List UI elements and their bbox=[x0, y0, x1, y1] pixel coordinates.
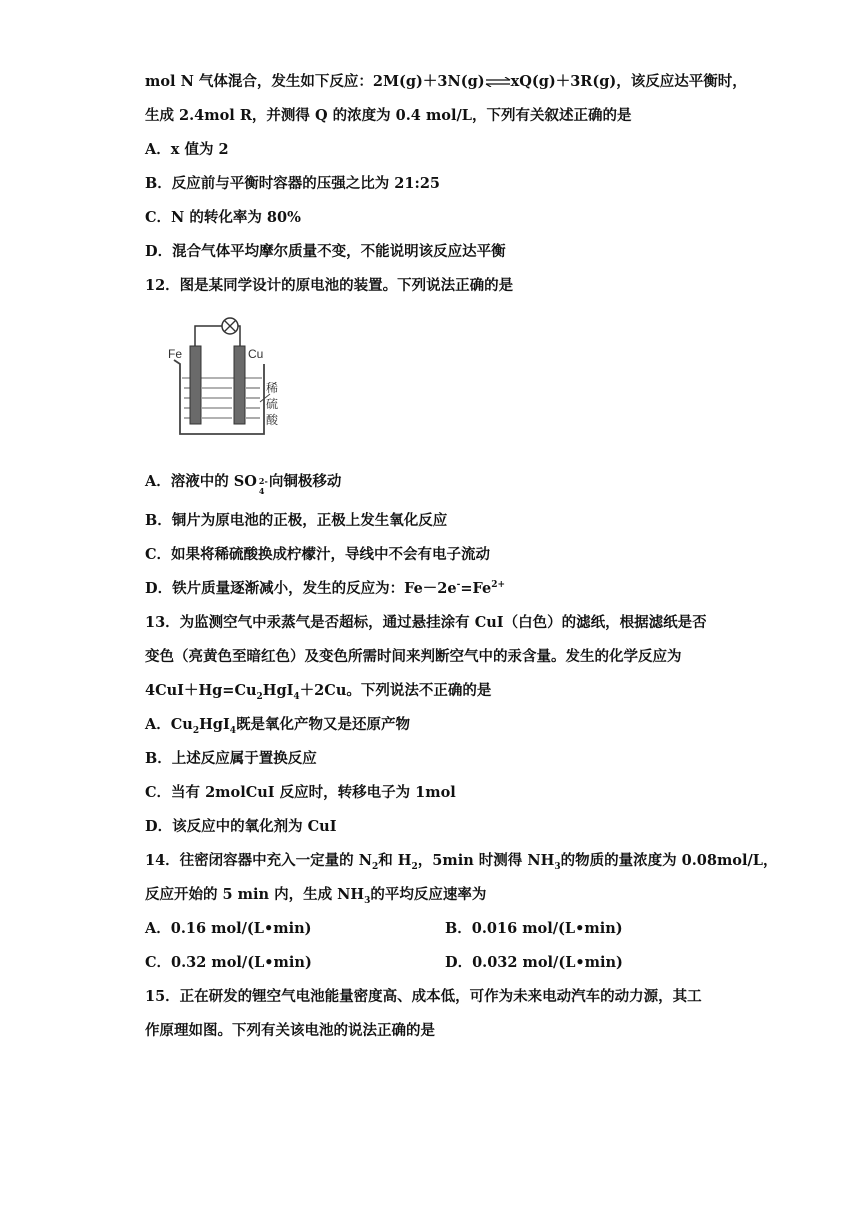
q15-stem-line1: 15．正在研发的锂空气电池能量密度高、成本低，可作为未来电动汽车的动力源，其工 bbox=[145, 988, 702, 1005]
q14-option-row1 bbox=[145, 919, 312, 939]
q14-option-d: D．0.032 mol/(L•min) bbox=[445, 954, 623, 971]
q13-option-b: B．上述反应属于置换反应 bbox=[145, 750, 317, 767]
wire-left bbox=[195, 326, 222, 346]
fe-electrode bbox=[190, 346, 201, 424]
q11-option-d: D．混合气体平均摩尔质量不变，不能说明该反应达平衡 bbox=[145, 243, 506, 260]
acid-label-1: 稀 bbox=[266, 381, 279, 395]
q14-option-a: A．0.16 mol/(L•min) bbox=[145, 920, 312, 937]
q14-option-b: B．0.016 mol/(L•min) bbox=[445, 920, 623, 937]
q11-option-b: B．反应前与平衡时容器的压强之比为 21:25 bbox=[145, 175, 441, 192]
wire-right bbox=[238, 326, 240, 346]
acid-label-2: 硫 bbox=[266, 397, 279, 411]
q14-stem-line2: 反应开始的 5 min 内，生成 $NH_3$的平均反应速率为 bbox=[145, 886, 487, 906]
beaker bbox=[174, 360, 264, 434]
acid-label-3: 酸 bbox=[266, 413, 279, 427]
q11-stem-line2: 生成 2.4mol R，并测得 Q 的浓度为 0.4 mol/L，下列有关叙述正确的是 bbox=[145, 107, 632, 124]
q12-option-c: C．如果将稀硫酸换成柠檬汁，导线中不会有电子流动 bbox=[145, 546, 491, 563]
q12-option-b: B．铜片为原电池的正极，正极上发生氧化反应 bbox=[145, 512, 448, 529]
q14-option-row2 bbox=[145, 953, 312, 973]
q12-option-a: A．溶液中的 SO 2- 4 向铜极移动 bbox=[145, 473, 342, 496]
q11-option-a: A．x 值为 2 bbox=[145, 141, 229, 158]
q11-option-c: C．N 的转化率为 80% bbox=[145, 209, 301, 226]
q13-option-d: D．该反应中的氧化剂为 CuI bbox=[145, 818, 337, 835]
q13-option-c: C．当有 2molCuI 反应时，转移电子为 1mol bbox=[145, 784, 456, 801]
cu-label: Cu bbox=[248, 347, 264, 361]
q15-stem-line2: 作原理如图。下列有关该电池的说法正确的是 bbox=[145, 1022, 435, 1039]
q13-stem-line2: 变色（亮黄色至暗红色）及变色所需时间来判断空气中的汞含量。发生的化学反应为 bbox=[145, 648, 682, 665]
q13-stem-line3: $4CuI+Hg=Cu_2HgI_4+2Cu$。下列说法不正确的是 bbox=[145, 682, 492, 702]
q14-stem-line1: 14．往密闭容器中充入一定量的 $N_2$和 $H_2$，5min 时测得 $NH_3$的物质的量浓度为 0.08mol/L， bbox=[145, 852, 778, 872]
fe-label: Fe bbox=[168, 347, 183, 361]
q13-option-a: A．$Cu_2HgI_4$既是氧化产物又是还原产物 bbox=[145, 716, 410, 736]
cu-electrode bbox=[234, 346, 245, 424]
equilibrium-arrow-icon bbox=[485, 77, 511, 87]
sulfate-charge: 2- 4 bbox=[258, 476, 268, 496]
q13-stem-line1: 13．为监测空气中汞蒸气是否超标，通过悬挂涂有 CuI（白色）的滤纸，根据滤纸是否 bbox=[145, 614, 707, 631]
lamp-icon bbox=[222, 318, 238, 334]
q12-option-d: D．铁片质量逐渐减小，发生的反应为：$Fe-2e^-=Fe^{2+}$ bbox=[145, 580, 506, 597]
q11-stem-line1: mol N 气体混合，发生如下反应：2M(g)＋3N(g) xQ(g)＋3R(g)，该反应达平衡时， bbox=[145, 73, 747, 90]
q12-stem: 12．图是某同学设计的原电池的装置。下列说法正确的是 bbox=[145, 277, 514, 294]
q14-option-c: C．0.32 mol/(L•min) bbox=[145, 954, 312, 971]
galvanic-cell-diagram bbox=[160, 316, 300, 444]
